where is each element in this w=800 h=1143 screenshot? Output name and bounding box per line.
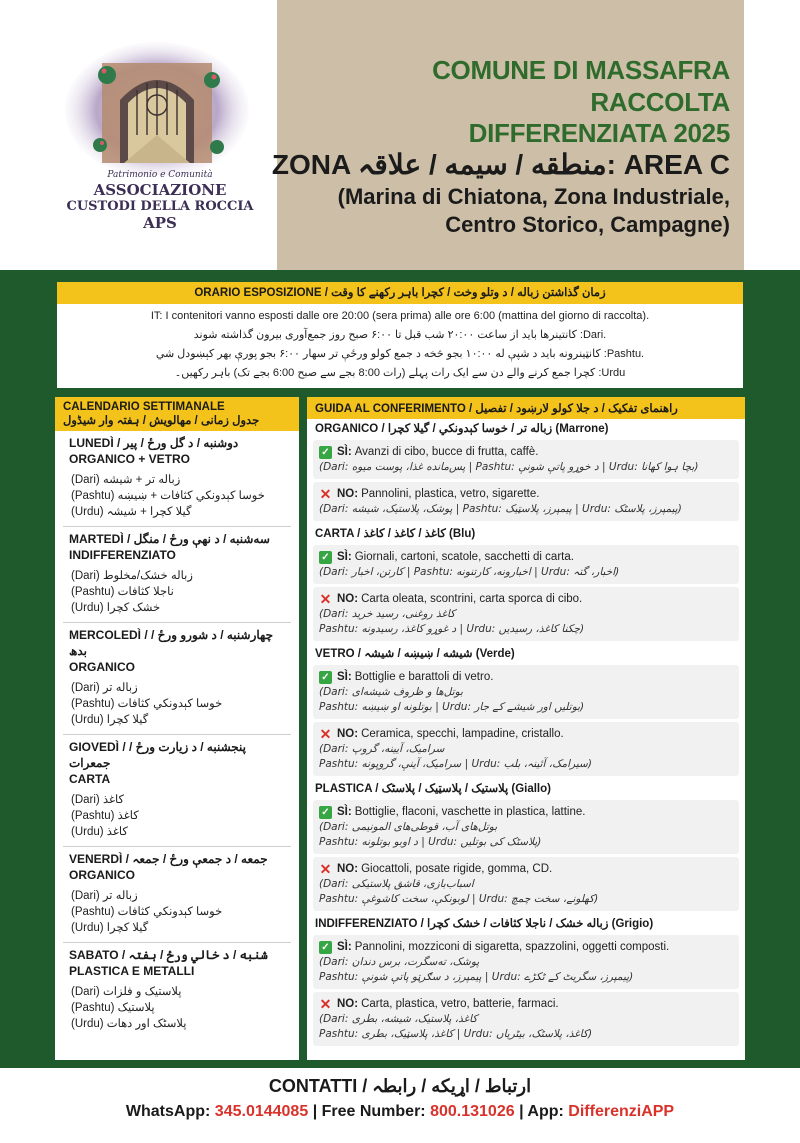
day-translation: (Pashtu) خوسا کېدونکي کثافات [71,906,223,918]
allowed-items: Giornali, cartoni, scatole, sacchetti di carta. [354,551,574,563]
allowed-items: Pannolini, mozziconi di sigaretta, spazzolini, oggetti composti. [354,941,670,953]
not-allowed-items: Pannolini, plastica, vetro, sigarette. [361,488,540,500]
guide-heading: GUIDA AL CONFERIMENTO / راهنمای تفکیک / د جلا کولو لارښود / تفصیل [307,397,745,419]
allowed-row [319,444,733,460]
not-allowed-box [313,857,739,911]
logo-line-1: ASSOCIAZIONE [93,181,227,199]
header-right-strip [744,0,800,270]
not-allowed-box [313,482,739,521]
logo-line-3: APS [143,214,177,232]
calendar-day [55,431,299,520]
cross-icon: ✕ [319,485,332,502]
contacts-line [0,1103,800,1121]
app-name[interactable]: DifferenziAPP [568,1103,675,1120]
day-title: GIOVEDÌ / پنجشنبه / د زیارت ورځ / جمعرات [69,740,247,770]
day-translation: (Urdu) گیلا کچرا [71,922,149,934]
not-allowed-box [313,587,739,641]
orario-pashtu: کانټینرونه باید د شپې له ۱۰:۰۰ بجو څخه د جمع کولو ورځې تر سهار ۶:۰۰ بجو پورې بهر کېښودل شي :Pashtu. [155,348,645,360]
orario-box [55,280,745,390]
translation-line: Pashtu: کاغذ، پلاسټیک، بطری | Urdu: کاغذ، پلاسٹک، بیٹریاں) [319,1028,593,1040]
check-icon: ✓ [319,941,332,954]
logo-arc-text: Patrimonio e Comunità [107,170,213,180]
translation-line: (Dari: پوشک، پلاستیک، شیشه | Pashtu: پیمپرز، پلاسټیک | Urdu: پیمپرز، پلاسٹک) [319,503,682,515]
page-title-3: DIFFERENZIATA 2025 [468,118,730,148]
contacts-title: CONTATTI / ارتباط / اړیکه / رابطہ [268,1076,532,1096]
check-icon: ✓ [319,551,332,564]
not-allowed-row [319,486,733,502]
day-waste-type: ORGANICO + VETRO [69,452,191,466]
check-icon: ✓ [319,806,332,819]
translation-line: (Dari: کارتن، اخبار | Pashtu: اخبارونه، کارتنونه | Urdu: اخبار، گتہ) [319,566,620,578]
not-allowed-items: Carta, plastica, vetro, batterie, farmaci. [361,998,559,1010]
translation-line: (Dari: اسباب‌بازی، قاشق پلاستیکی [319,878,474,890]
allowed-box [313,935,739,989]
calendar-heading [55,397,299,431]
translation-line: (Dari: پوشک، ته‌سگرت، برس دندان [319,956,480,968]
not-allowed-label: NO: [337,998,359,1010]
translation-line: Pashtu: پیمپرز، د سګرټو پاتې شونې | Urdu: پیمپرز، سگریٹ کے ٹکڑے) [319,971,634,983]
category-title: ORGANICO / زباله تر / خوسا کېدونکي / گیلا کچرا (Marrone) [315,423,609,435]
allowed-box [313,440,739,479]
day-translation: (Urdu) گیلا کچرا + شیشہ [71,506,192,518]
allowed-items: Bottiglie, flaconi, vaschette in plastica, lattine. [354,806,586,818]
calendar-days [55,431,299,1032]
not-allowed-box [313,992,739,1046]
allowed-box [313,800,739,854]
cross-icon: ✕ [319,995,332,1012]
allowed-row [319,804,733,820]
calendar-day [55,847,299,936]
orario-heading: ORARIO ESPOSIZIONE / زمان گذاشتن زباله / د وتلو وخت / کچرا باہر رکھنے کا وقت [57,282,743,304]
category-title: VETRO / شیشه / ښیښه / شیشہ (Verde) [315,648,515,660]
whatsapp-label: WhatsApp: [125,1103,211,1120]
day-translation: (Urdu) گیلا کچرا [71,714,149,726]
day-translation: (Pashtu) پلاستیک [71,1002,155,1014]
allowed-row [319,549,733,565]
day-translation: (Dari) زباله تر + شیشه [71,474,181,486]
not-allowed-row [319,726,733,742]
day-title: SABATO / شنبه / د خالي ورځ / ہفتہ [69,948,268,962]
check-icon: ✓ [319,446,332,459]
logo-line-2: CUSTODI DELLA ROCCIA [66,199,254,214]
day-translation: (Pashtu) ناجلا کثافات [71,586,174,598]
guide-panel [307,397,745,1060]
orario-dari: کانتینرها باید از ساعت ۲۰:۰۰ شب قبل تا ۶:۰۰ صبح روز جمع‌آوری بیرون گذاشته شوند :Dari. [193,329,607,341]
allowed-box [313,665,739,719]
app-label: | App: [519,1103,564,1120]
orario-it: IT: I contenitori vanno esposti dalle ore 20:00 (sera prima) alle ore 6:00 (mattina del giorno di raccolta). [150,310,650,322]
allowed-items: Avanzi di cibo, bucce di frutta, caffè. [354,446,539,458]
day-translation: (Urdu) کاغذ [71,826,128,838]
day-translation: (Dari) زباله تر [71,682,138,694]
day-translation: (Dari) پلاستیک و فلزات [71,986,182,998]
day-title: VENERDÌ / جمعه / د جمعې ورځ / جمعہ [69,852,268,866]
translation-line: (Dari: کاغذ، پلاستیک، شیشه، بطری [319,1013,478,1025]
translation-line: Pashtu: د غوړو کاغذ، رسیدونه | Urdu: چکنا کاغذ، رسیدیں) [319,623,585,635]
title-area [271,0,744,270]
translation-line: Pashtu: لوبونکې، سخت کاشوغې | Urdu: کھلونے، سخت چمچ) [319,893,599,905]
calendar-panel [55,397,299,1060]
calendar-day [55,527,299,616]
footer [0,1068,800,1143]
calendar-heading-1: CALENDARIO SETTIMANALE [63,401,225,413]
not-allowed-row [319,861,733,877]
translation-line: Pashtu: بوتلونه او ښیښه | Urdu: بوتلیں اور شیشے کے جار) [319,701,585,713]
translation-line: (Dari: بوتل‌ها و ظروف شیشه‌ای [319,686,463,698]
calendar-heading-2: جدول زمانی / مهالویش / ہفتہ وار شیڈول [63,415,260,427]
day-translation: (Dari) زباله خشک/مخلوط [71,570,193,582]
translation-line: (Dari: بوتل‌های آب، قوطی‌های المونیمی [319,821,498,833]
guide-categories [307,419,745,1046]
category-title: CARTA / کاغذ / کاغذ / کاغذ (Blu) [315,528,476,540]
day-waste-type: INDIFFERENZIATO [69,548,176,562]
header [0,0,800,270]
translation-line: (Dari: کاغذ روغنی، رسید خرید [319,608,456,620]
day-waste-type: CARTA [69,772,111,786]
logo-area [0,0,277,270]
not-allowed-label: NO: [337,488,359,500]
day-translation: (Urdu) خشک کچرا [71,602,161,614]
not-allowed-row [319,996,733,1012]
allowed-row [319,669,733,685]
allowed-label: SÌ: [337,806,352,818]
calendar-day [55,735,299,840]
allowed-items: Bottiglie e barattoli di vetro. [354,671,494,683]
day-translation: (Pashtu) خوسا کېدونکي کثافات [71,698,223,710]
allowed-box [313,545,739,584]
zone-subtitle-2: Centro Storico, Campagne) [445,212,730,237]
free-number-label: | Free Number: [312,1103,426,1120]
day-waste-type: ORGANICO [69,868,135,882]
day-title: MARTEDÌ / سه‌شنبه / د نهې ورځ / منگل [69,532,270,546]
day-waste-type: PLASTICA E METALLI [69,964,195,978]
not-allowed-items: Ceramica, specchi, lampadine, cristallo. [361,728,564,740]
orario-urdu: کچرا جمع کرنے والے دن سے ایک رات پہلے (رات 8:00 بجے سے صبح 6:00 بجے تک) باہر رکھیں۔ :Urdu [174,367,626,379]
page-title-2: RACCOLTA [590,87,730,117]
not-allowed-label: NO: [337,728,359,740]
translation-line: Pashtu: د اوبو بوتلونه | Urdu: پلاسٹک کی بوتلیں) [319,836,542,848]
cross-icon: ✕ [319,860,332,877]
day-translation: (Dari) زباله تر [71,890,138,902]
day-waste-type: ORGANICO [69,660,135,674]
allowed-label: SÌ: [337,671,352,683]
zone-title: ZONA منطقه / سیمه / علاقہ: AREA C [271,149,730,180]
page-title-1: COMUNE DI MASSAFRA [432,55,730,85]
allowed-label: SÌ: [337,446,352,458]
not-allowed-row [319,591,733,607]
calendar-day [55,623,299,728]
allowed-label: SÌ: [337,551,352,563]
not-allowed-label: NO: [337,593,359,605]
not-allowed-box [313,722,739,776]
cross-icon: ✕ [319,590,332,607]
cross-icon: ✕ [319,725,332,742]
free-number[interactable]: 800.131026 [430,1103,515,1120]
not-allowed-items: Giocattoli, posate rigide, gomma, CD. [361,863,553,875]
translation-line: Pashtu: سرامیک، آینې، گروپونه | Urdu: سیرامک، آئینہ، بلب) [319,758,592,770]
day-translation: (Pashtu) خوسا کېدونکي کثافات + ښیښه [71,490,265,502]
translation-line: (Dari: پس‌مانده غذا، پوست میوه | Pashtu: د خوړو پاتې شونې | Urdu: بچا ہوا کھانا) [319,461,699,473]
day-title: LUNEDÌ / دوشنبه / د گل ورځ / پیر [69,436,239,450]
allowed-label: SÌ: [337,941,352,953]
zone-subtitle-1: (Marina di Chiatona, Zona Industriale, [337,184,730,209]
day-translation: (Pashtu) کاغذ [71,810,139,822]
check-icon: ✓ [319,671,332,684]
calendar-day [55,943,299,1032]
day-title: MERCOLEDÌ / چهارشنبه / د شورو ورځ / بدھ [69,628,274,658]
association-logo-image [62,35,252,175]
not-allowed-items: Carta oleata, scontrini, carta sporca di cibo. [361,593,583,605]
allowed-row [319,939,733,955]
category-title: PLASTICA / پلاستیک / پلاسټیک / پلاسٹک (Giallo) [315,783,551,795]
whatsapp-number[interactable]: 345.0144085 [214,1103,309,1120]
not-allowed-label: NO: [337,863,359,875]
day-translation: (Dari) کاغذ [71,794,124,806]
translation-line: (Dari: سرامیک، آیینه، گروپ [319,743,445,755]
category-title: INDIFFERENZIATO / زباله خشک / ناجلا کثافات / خشک کچرا (Grigio) [315,918,654,930]
day-translation: (Urdu) پلاسٹک اور دھات [71,1018,187,1030]
